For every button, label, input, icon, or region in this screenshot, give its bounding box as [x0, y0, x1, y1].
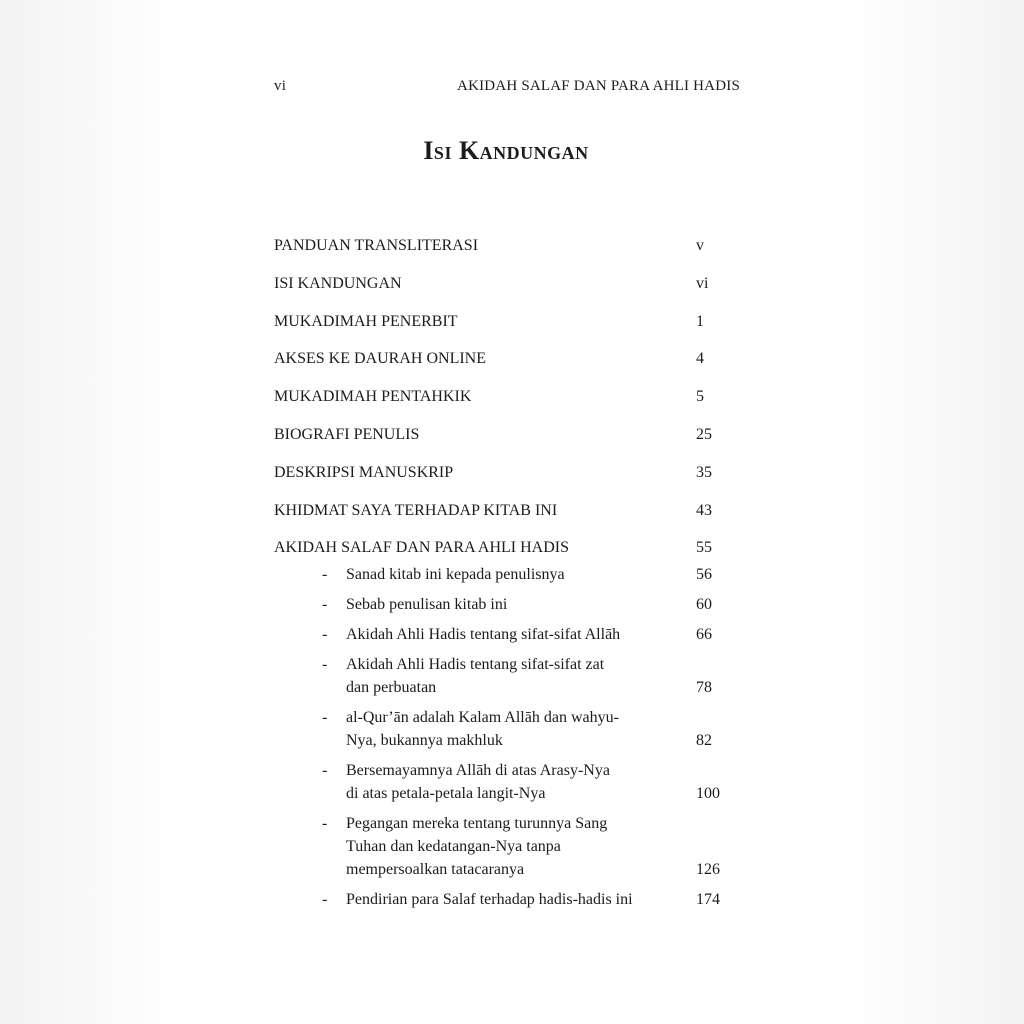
toc-sub-entry-page-number: 60	[696, 596, 712, 613]
toc-entry	[274, 233, 724, 271]
toc-entry-label: AKSES KE DAURAH ONLINE	[274, 350, 486, 368]
toc-sub-entry	[274, 812, 724, 888]
toc-sub-entry-line: Bersemayamnya Allāh di atas Arasy-Nya	[346, 762, 610, 779]
toc-sub-entry-line: al-Qur’ān adalah Kalam Allāh dan wahyu-	[346, 709, 619, 726]
running-head	[274, 78, 740, 95]
toc-sub-entry-page-number: 126	[696, 861, 720, 878]
toc-sub-entry-line: mempersoalkan tatacaranya	[346, 861, 525, 878]
running-head-page-number: vi	[274, 78, 287, 94]
page-title: Isi Kandungan	[423, 136, 589, 165]
toc-sub-entry-page-number: 174	[696, 891, 720, 908]
toc-sub-entry-dash: -	[322, 656, 328, 673]
toc-entry-page-number: vi	[696, 274, 709, 292]
toc-sub-entry-line: di atas petala-petala langit-Nya	[346, 785, 546, 802]
toc-sub-entry-text	[346, 653, 686, 699]
toc-entry-page-number: 43	[696, 501, 712, 519]
toc-sub-entry	[274, 593, 724, 623]
toc-entry	[274, 309, 724, 347]
toc-sub-entry	[274, 888, 724, 918]
toc-sub-entry-dash: -	[322, 626, 328, 643]
running-head-book-title: AKIDAH SALAF DAN PARA AHLI HADIS	[457, 78, 740, 94]
toc-sub-entry-text	[346, 563, 686, 586]
toc-sub-entry-dash: -	[322, 596, 328, 613]
toc-sub-entry	[274, 623, 724, 653]
toc-entry-label: DESKRIPSI MANUSKRIP	[274, 463, 454, 481]
toc-sub-entry-line: Pegangan mereka tentang turunnya Sang	[346, 815, 608, 832]
toc-sub-entry-text	[346, 593, 686, 616]
toc-sub-entry	[274, 653, 724, 706]
toc-main-list	[274, 233, 724, 573]
toc-entry-label: AKIDAH SALAF DAN PARA AHLI HADIS	[274, 539, 569, 557]
toc-sub-entry-page-number: 66	[696, 626, 712, 643]
toc-entry-page-number: v	[696, 237, 704, 254]
toc-entry-page-number: 55	[696, 539, 712, 557]
toc-sub-entry-page-number: 56	[696, 566, 712, 583]
toc-entry-label: MUKADIMAH PENERBIT	[274, 312, 458, 330]
toc-entry-page-number: 25	[696, 425, 712, 443]
toc-sub-entry-dash: -	[322, 566, 328, 583]
toc-sub-list	[274, 563, 724, 918]
toc-sub-entry	[274, 563, 724, 593]
toc-sub-entry-line: Pendirian para Salaf terhadap hadis-hadis ini	[346, 891, 633, 908]
toc-sub-entry-page-number: 100	[696, 785, 720, 802]
toc-entry	[274, 271, 724, 309]
toc-sub-entry-line: dan perbuatan	[346, 679, 437, 696]
toc-entry	[274, 498, 724, 536]
toc-sub-entry-line: Akidah Ahli Hadis tentang sifat-sifat Allāh	[346, 626, 621, 643]
toc-sub-entry-line: Sebab penulisan kitab ini	[346, 596, 508, 613]
toc-entry-label: PANDUAN TRANSLITERASI	[274, 237, 479, 254]
toc-sub-entry-dash: -	[322, 709, 328, 726]
toc-entry-page-number: 1	[696, 312, 704, 330]
toc-entry-label: BIOGRAFI PENULIS	[274, 425, 420, 443]
toc-entry-label: MUKADIMAH PENTAHKIK	[274, 388, 472, 406]
toc-entry-label: KHIDMAT SAYA TERHADAP KITAB INI	[274, 501, 558, 519]
toc-entry	[274, 346, 724, 384]
toc-sub-entry-dash: -	[322, 762, 328, 779]
toc-sub-entry-line: Sanad kitab ini kepada penulisnya	[346, 566, 565, 583]
toc-sub-entry-text	[346, 759, 686, 805]
toc-sub-entry-page-number: 78	[696, 679, 712, 696]
toc-sub-entry-dash: -	[322, 891, 328, 908]
toc-sub-entry-line: Akidah Ahli Hadis tentang sifat-sifat zat	[346, 656, 605, 673]
toc-sub-entry-line: Nya, bukannya makhluk	[346, 732, 503, 749]
toc-entry	[274, 422, 724, 460]
toc-sub-entry-text	[346, 888, 686, 911]
toc-sub-entry	[274, 706, 724, 759]
toc-sub-entry	[274, 759, 724, 812]
toc-sub-entry-page-number: 82	[696, 732, 712, 749]
toc-sub-entry-text	[346, 623, 686, 646]
toc-sub-entry-dash: -	[322, 815, 328, 832]
toc-sub-entry-line: Tuhan dan kedatangan-Nya tanpa	[346, 838, 561, 855]
toc-entry	[274, 460, 724, 498]
toc-entry-page-number: 5	[696, 388, 704, 406]
toc-sub-entry-text	[346, 706, 686, 752]
toc-entry	[274, 384, 724, 422]
toc-entry-page-number: 4	[696, 350, 704, 368]
toc-entry-label: ISI KANDUNGAN	[274, 274, 402, 292]
toc-entry-page-number: 35	[696, 463, 712, 481]
toc-sub-entry-text	[346, 812, 686, 881]
